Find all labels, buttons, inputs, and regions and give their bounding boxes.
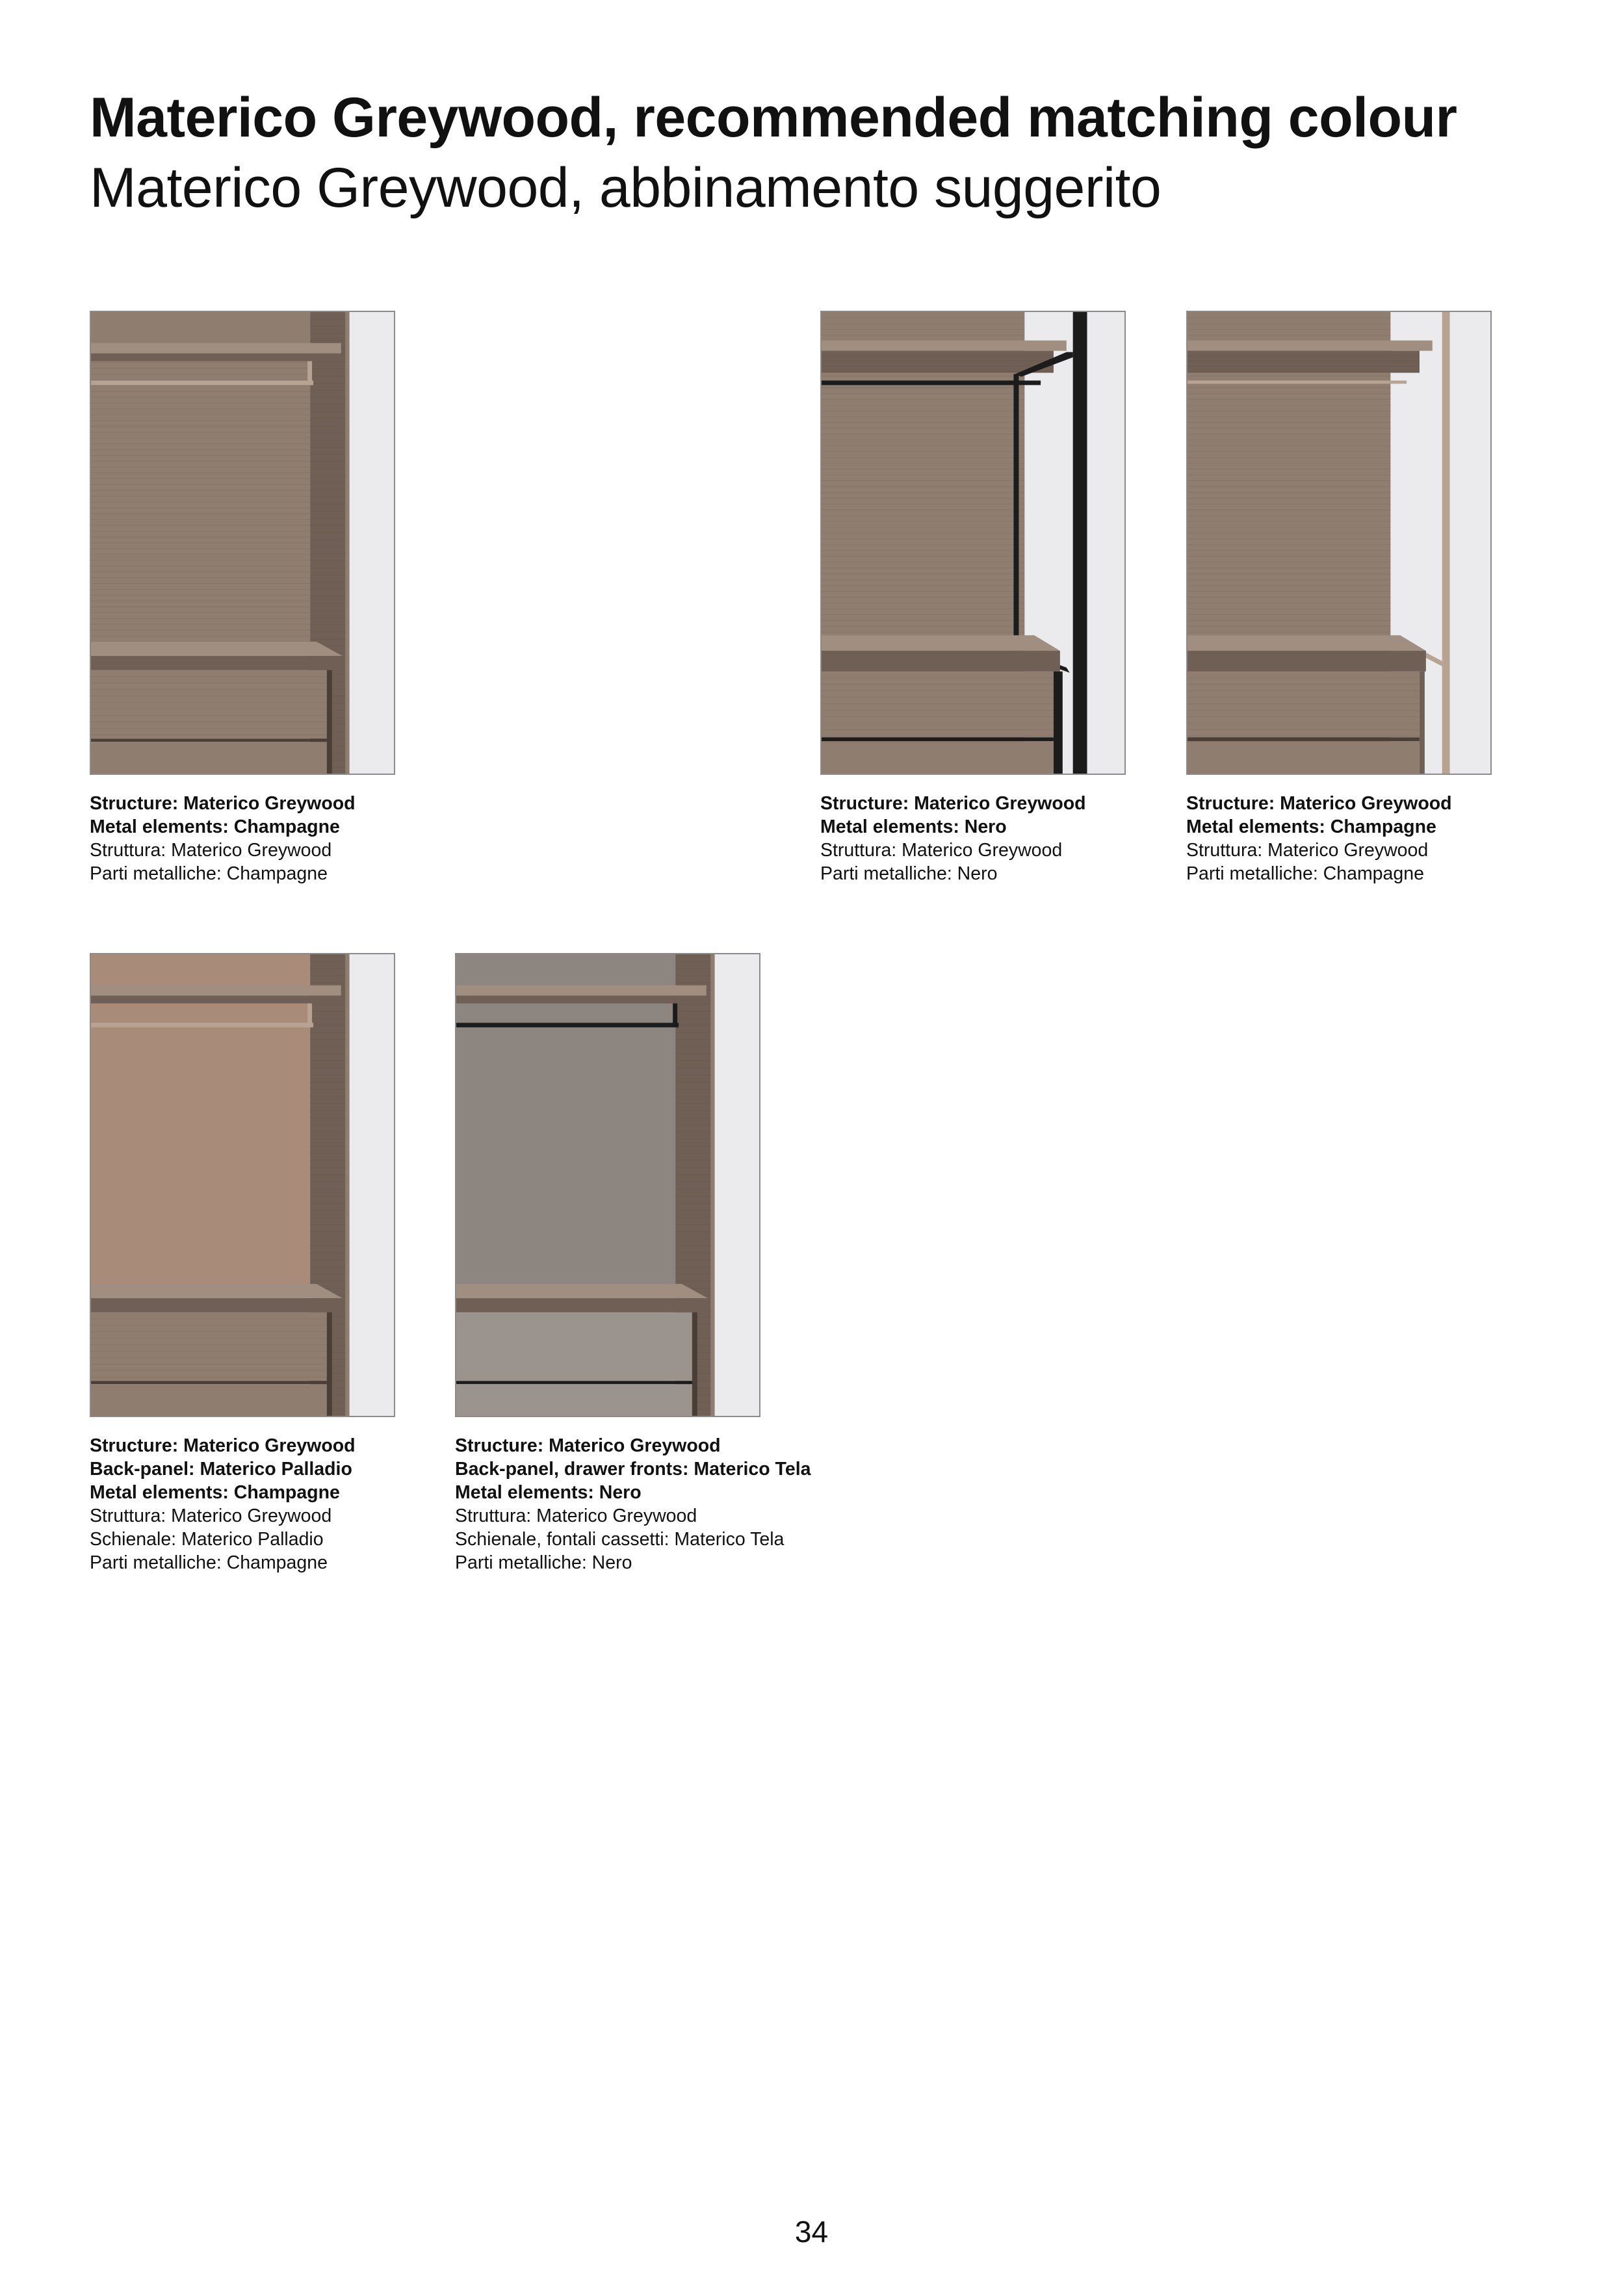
wardrobe-swatch-image (90, 311, 395, 775)
swatch-caption (1186, 792, 1576, 885)
wardrobe-swatch-image (820, 311, 1126, 775)
swatch-caption (90, 1434, 480, 1574)
caption-line: Struttura: Materico Greywood (90, 1506, 332, 1526)
caption-line-bold: Back-panel, drawer fronts: Materico Tela (455, 1459, 811, 1480)
wardrobe-swatch-image (455, 953, 760, 1417)
caption-line: Parti metalliche: Champagne (90, 1552, 328, 1573)
caption-line-bold: Metal elements: Champagne (90, 816, 340, 837)
caption-line: Parti metalliche: Nero (455, 1552, 632, 1573)
caption-line-bold: Metal elements: Champagne (1186, 816, 1436, 837)
caption-line: Schienale: Materico Palladio (90, 1529, 324, 1550)
page-title-it: Materico Greywood, abbinamento suggerito (90, 157, 1162, 219)
caption-line: Struttura: Materico Greywood (455, 1506, 697, 1526)
caption-line-bold: Structure: Materico Greywood (90, 1435, 356, 1456)
wardrobe-swatch-image (90, 953, 395, 1417)
caption-line: Schienale, fontali cassetti: Materico Tela (455, 1529, 785, 1550)
caption-line-bold: Metal elements: Nero (455, 1482, 642, 1503)
wardrobe-illustration (1188, 312, 1490, 774)
page-number: 34 (794, 2215, 829, 2249)
caption-line-bold: Structure: Materico Greywood (455, 1435, 721, 1456)
caption-line-bold: Metal elements: Nero (820, 816, 1007, 837)
caption-line: Parti metalliche: Champagne (90, 863, 328, 884)
page-title-en: Materico Greywood, recommended matching colour (90, 86, 1457, 149)
caption-line-bold: Metal elements: Champagne (90, 1482, 340, 1503)
caption-line-bold: Structure: Materico Greywood (90, 793, 356, 814)
swatch-caption (90, 792, 480, 885)
caption-line-bold: Structure: Materico Greywood (820, 793, 1086, 814)
caption-line: Struttura: Materico Greywood (1186, 840, 1429, 861)
caption-line: Parti metalliche: Nero (820, 863, 998, 884)
wardrobe-illustration (91, 954, 394, 1416)
wardrobe-illustration (456, 954, 759, 1416)
caption-line: Parti metalliche: Champagne (1186, 863, 1424, 884)
caption-line: Struttura: Materico Greywood (820, 840, 1063, 861)
wardrobe-illustration (91, 312, 394, 774)
caption-line-bold: Back-panel: Materico Palladio (90, 1459, 352, 1480)
swatch-caption (820, 792, 1210, 885)
caption-line: Struttura: Materico Greywood (90, 840, 332, 861)
wardrobe-swatch-image (1186, 311, 1492, 775)
caption-line-bold: Structure: Materico Greywood (1186, 793, 1452, 814)
wardrobe-illustration (822, 312, 1124, 774)
swatch-caption (455, 1434, 845, 1574)
